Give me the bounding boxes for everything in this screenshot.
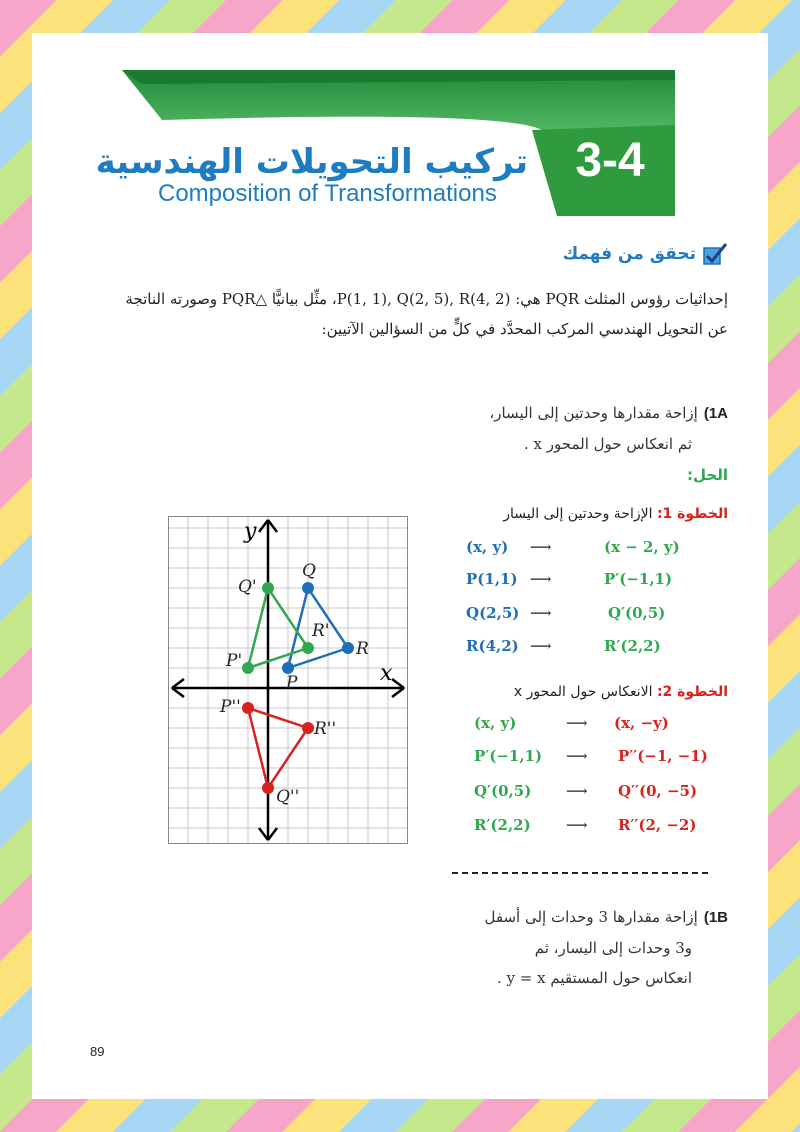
vertex-point xyxy=(302,582,314,594)
vertex-label: R xyxy=(356,639,369,659)
problem-1b xyxy=(485,902,728,993)
map-to: R′(2,2) xyxy=(604,637,661,655)
problem-1a-number: 1A) xyxy=(703,405,728,422)
map-row xyxy=(474,782,724,810)
intro-text xyxy=(68,284,728,344)
step-1-tag: الخطوة 1: xyxy=(656,506,728,522)
intro-line-1: إحداثيات رؤوس المثلث PQR هي: P(1, 1), Q(2, 5), R(4, 2)، مثِّل بيانيًّا △PQR وصورته الناتجة xyxy=(125,290,728,308)
coordinate-graph xyxy=(168,516,408,844)
map-to: R′′(2, −2) xyxy=(618,816,697,834)
lesson-number: 3-4 xyxy=(575,134,645,187)
map-from: P(1,1) xyxy=(466,570,518,588)
map-to: P′′(−1, −1) xyxy=(618,747,708,765)
check-understanding-label: تحقق من فهمك xyxy=(562,244,696,264)
problem-1a-line-1: إزاحة مقدارها وحدتين إلى اليسار، xyxy=(489,404,698,422)
check-understanding-heading xyxy=(563,242,728,266)
problem-1b-line-1: إزاحة مقدارها 3 وحدات إلى أسفل xyxy=(484,908,698,926)
map-from: P′(−1,1) xyxy=(474,747,543,765)
vertex-label: Q'' xyxy=(276,787,300,807)
map-to: Q′′(0, −5) xyxy=(618,782,698,800)
y-axis-label: y xyxy=(244,519,257,544)
vertex-label: P xyxy=(286,673,298,693)
map-row xyxy=(466,570,716,598)
map-from: Q′(0,5) xyxy=(474,782,532,800)
map-row xyxy=(466,604,716,632)
lesson-title-en: Composition of Transformations xyxy=(158,180,497,207)
arrow-icon: ⟶ xyxy=(530,570,552,588)
lesson-title-ar: تركيب التحويلات الهندسية xyxy=(95,142,528,182)
problem-1a xyxy=(489,398,728,459)
section-divider xyxy=(452,872,708,874)
map-from: Q(2,5) xyxy=(466,604,520,622)
intro-line-2: عن التحويل الهندسي المركب المحدَّد في كلٍّ من السؤالين الآتيين: xyxy=(321,320,728,338)
step-1 xyxy=(503,506,728,522)
problem-1b-number: 1B) xyxy=(703,909,728,926)
vertex-label: Q xyxy=(302,561,316,581)
vertex-label: Q' xyxy=(238,577,257,597)
step-2-tag: الخطوة 2: xyxy=(656,684,728,700)
vertex-point xyxy=(342,642,354,654)
vertex-label: R' xyxy=(312,621,330,641)
vertex-point xyxy=(242,662,254,674)
arrow-icon: ⟶ xyxy=(566,747,588,765)
page-number: 89 xyxy=(90,1044,105,1059)
vertex-label: P' xyxy=(226,651,243,671)
arrow-icon: ⟶ xyxy=(530,604,552,622)
step-1-text: الإزاحة وحدتين إلى اليسار xyxy=(503,506,653,522)
vertex-point xyxy=(302,642,314,654)
arrow-icon: ⟶ xyxy=(566,782,588,800)
map-to: (x − 2, y) xyxy=(604,538,680,556)
step-2-text: الانعكاس حول المحور x xyxy=(513,684,653,700)
vertex-point xyxy=(262,782,274,794)
map-from: (x, y) xyxy=(474,714,517,732)
map-to: (x, −y) xyxy=(614,714,669,732)
map-from: (x, y) xyxy=(466,538,509,556)
arrow-icon: ⟶ xyxy=(566,816,588,834)
arrow-icon: ⟶ xyxy=(566,714,588,732)
x-axis-label: x xyxy=(380,661,393,686)
solution-label: الحل: xyxy=(687,466,728,484)
map-from: R′(2,2) xyxy=(474,816,531,834)
map-row xyxy=(466,538,716,566)
arrow-icon: ⟶ xyxy=(530,637,552,655)
map-row xyxy=(466,637,716,665)
vertex-point xyxy=(302,722,314,734)
vertex-point xyxy=(242,702,254,714)
map-to: P′(−1,1) xyxy=(604,570,673,588)
map-from: R(4,2) xyxy=(466,637,519,655)
map-row xyxy=(474,816,724,844)
map-row xyxy=(474,747,724,775)
problem-1a-line-2: ثم انعكاس حول المحور x . xyxy=(524,435,692,453)
checkbox-checkmark-icon xyxy=(702,242,728,266)
step-2 xyxy=(514,684,728,700)
problem-1b-line-2: و3 وحدات إلى اليسار، ثم xyxy=(534,939,692,957)
problem-1b-line-3: انعكاس حول المستقيم y = x . xyxy=(497,969,692,987)
map-to: Q′(0,5) xyxy=(608,604,666,622)
vertex-label: P'' xyxy=(220,697,241,717)
vertex-point xyxy=(262,582,274,594)
map-row xyxy=(474,714,724,742)
vertex-label: R'' xyxy=(314,719,337,739)
arrow-icon: ⟶ xyxy=(530,538,552,556)
